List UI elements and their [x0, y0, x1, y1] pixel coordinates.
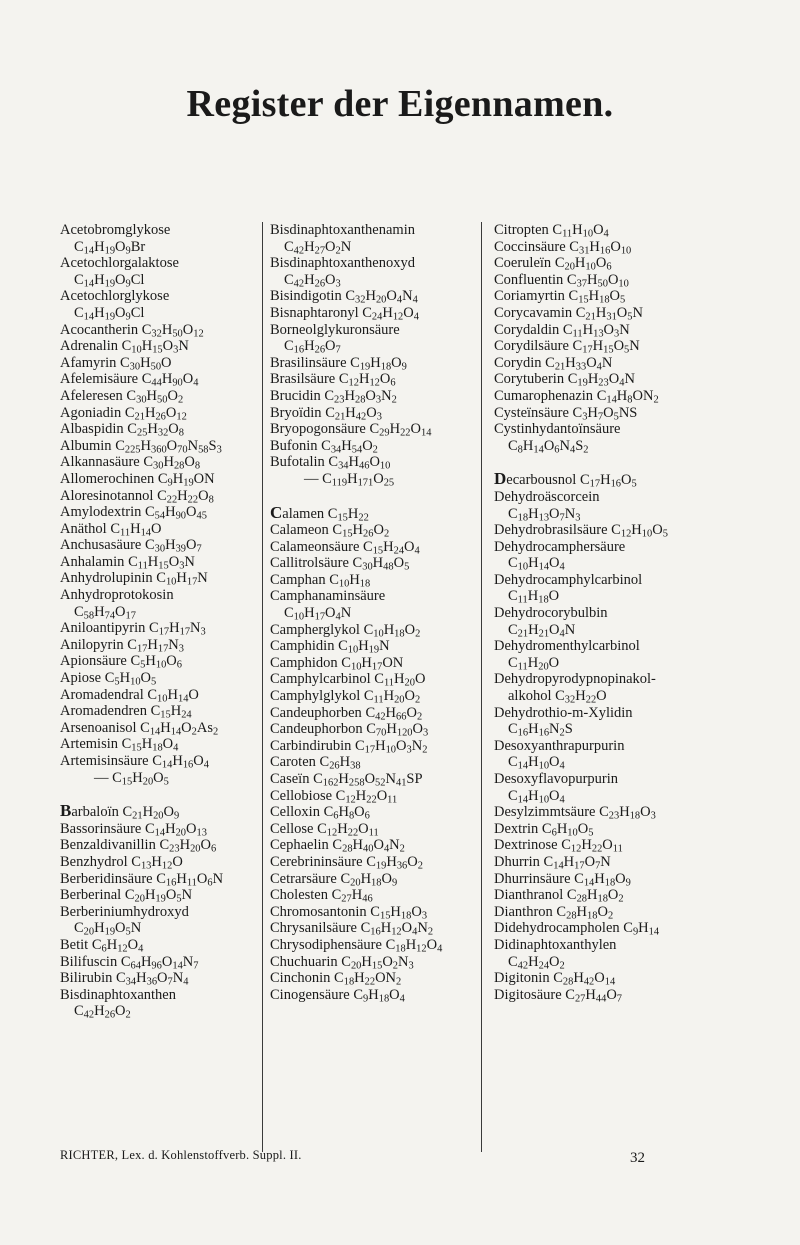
index-column-2: [270, 222, 470, 1003]
index-entry: Cysteïnsäure $C_3H_7O_5NS$: [494, 404, 638, 423]
index-entry: $C_{16}H_{16}N_2S$: [508, 721, 573, 739]
index-entry: Arsenoanisol $C_{14}H_{14}O_2As_2$: [60, 719, 219, 738]
index-entry: Chromosantonin $C_{15}H_{18}O_3$: [270, 903, 428, 922]
index-entry: Anilopyrin $C_{17}H_{17}N_3$: [60, 636, 184, 655]
index-entry: $C_{14}H_{19}O_9Cl$: [74, 304, 145, 323]
index-entry: Bisdinaphtoxanthen: [60, 986, 176, 1003]
index-entry: Aniloantipyrin $C_{17}H_{17}N_3$: [60, 620, 206, 638]
index-entry: Candeuphorben $C_{42}H_{66}O_2$: [270, 704, 423, 723]
index-entry: Albumin $C_{225}H_{360}O_{70}N_{58}S_3$: [60, 437, 222, 456]
index-entry: Digitosäure $C_{27}H_{44}O_7$: [494, 986, 623, 1005]
index-entry: Cephaelin $C_{28}H_{40}O_4N_2$: [270, 837, 405, 855]
index-entry: Decarbousnol $C_{17}H_{16}O_5$: [494, 469, 637, 490]
index-entry: Caroten $C_{26}H_{38}$: [270, 754, 361, 773]
index-entry: $C_{42}H_{27}O_2N$: [284, 238, 352, 257]
index-column-3: [494, 222, 764, 1003]
index-entry: Coeruleïn $C_{20}H_{10}O_6$: [494, 255, 612, 273]
index-entry: Camphylglykol $C_{11}H_{20}O_2$: [270, 688, 421, 706]
index-entry: Dextrinose $C_{12}H_{22}O_{11}$: [494, 837, 623, 855]
index-entry: Aromadendral $C_{10}H_{14}O$: [60, 686, 199, 705]
index-entry: Dehydromenthylcarbinol: [494, 638, 640, 655]
index-entry: Camphan $C_{10}H_{18}$: [270, 571, 371, 590]
index-entry: Camphidon $C_{10}H_{17}ON$: [270, 654, 404, 673]
index-entry: Dianthron $C_{28}H_{18}O_2$: [494, 903, 614, 922]
index-entry: Aromadendren $C_{15}H_{24}$: [60, 703, 192, 721]
index-entry: $C_8H_{14}O_6N_4S_2$: [508, 437, 589, 456]
index-entry: Digitonin $C_{28}H_{42}O_{14}$: [494, 970, 616, 988]
index-entry: Aloresinotannol $C_{22}H_{22}O_8$: [60, 487, 214, 506]
index-entry: Callitrolsäure $C_{30}H_{48}O_5$: [270, 555, 410, 573]
index-entry: Camphylcarbinol $C_{11}H_{20}O$: [270, 671, 426, 690]
index-entry: Acocantherin $C_{32}H_{50}O_{12}$: [60, 321, 204, 340]
index-entry: alkohol $C_{32}H_{22}O$: [508, 688, 607, 706]
index-entry: Desoxyflavopurpurin: [494, 771, 619, 787]
index-entry: Bisnaphtaronyl $C_{24}H_{12}O_4$: [270, 304, 419, 323]
index-entry: Alkannasäure $C_{30}H_{28}O_8$: [60, 454, 201, 472]
index-entry: Dehydropyrodypnopinakol-: [494, 671, 656, 688]
index-entry: Afeleresen $C_{30}H_{50}O_2$: [60, 387, 184, 406]
index-entry: $C_{42}H_{24}O_2$: [508, 953, 565, 972]
page-number: 32: [630, 1150, 645, 1166]
index-entry: Coriamyrtin $C_{15}H_{18}O_5$: [494, 288, 626, 306]
index-entry: Allomerochinen $C_9H_{19}ON$: [60, 470, 215, 489]
index-column-1: [60, 222, 255, 1020]
index-entry: Corydaldin $C_{11}H_{13}O_3N$: [494, 321, 630, 340]
index-entry: Chrysanilsäure $C_{16}H_{12}O_4N_2$: [270, 920, 434, 938]
index-entry: Corydilsäure $C_{17}H_{15}O_5N$: [494, 338, 640, 356]
index-entry: Anhydrolupinin $C_{10}H_{17}N$: [60, 570, 208, 589]
index-entry: Campherglykol $C_{10}H_{18}O_2$: [270, 621, 421, 640]
index-entry: $C_{42}H_{26}O_2$: [74, 1003, 131, 1021]
index-entry: Cellobiose $C_{12}H_{22}O_{11}$: [270, 787, 398, 806]
index-entry: Didehydrocampholen $C_9H_{14}$: [494, 920, 660, 938]
index-entry: $C_{14}H_{10}O_4$: [508, 787, 565, 806]
index-entry: Bryopogonsäure $C_{29}H_{22}O_{14}$: [270, 421, 432, 439]
index-entry: Bisdinaphtoxanthenamin: [270, 222, 415, 238]
index-entry: Albaspidin $C_{25}H_{32}O_8$: [60, 421, 184, 439]
index-entry: Benzaldivanillin $C_{23}H_{20}O_6$: [60, 837, 217, 855]
index-entry: Artemisinsäure $C_{14}H_{16}O_4$: [60, 753, 209, 771]
index-entry: Candeuphorbon $C_{70}H_{120}O_3$: [270, 721, 429, 739]
section-gap: [60, 786, 255, 803]
footer-source: RICHTER, Lex. d. Kohlenstoffverb. Suppl. II.: [60, 1148, 302, 1162]
index-entry: Cerebrininsäure $C_{19}H_{36}O_2$: [270, 853, 423, 872]
index-entry: Anhydroprotokosin: [60, 587, 174, 604]
index-entry: Betit $C_6H_{12}O_4$: [60, 936, 144, 955]
index-entry: Barbaloïn $C_{21}H_{20}O_9$: [60, 801, 180, 822]
index-entry: Borneolglykuronsäure: [270, 321, 400, 338]
index-entry: Afamyrin $C_{30}H_{50}O$: [60, 354, 172, 373]
index-entry: Camphanaminsäure: [270, 588, 386, 605]
index-entry: Acetobromglykose: [60, 222, 171, 238]
index-entry: Dehydrobrasilsäure $C_{12}H_{10}O_5$: [494, 522, 668, 540]
index-entry: Acetochlorglykose: [60, 288, 170, 305]
index-entry: Berberinal $C_{20}H_{19}O_5N$: [60, 887, 193, 905]
index-entry: Caseïn $C_{162}H_{258}O_{52}N_{41}SP$: [270, 771, 423, 789]
index-entry: Calameonsäure $C_{15}H_{24}O_4$: [270, 538, 420, 557]
index-entry: Adrenalin $C_{10}H_{15}O_3N$: [60, 338, 189, 356]
index-entry: Acetochlorgalaktose: [60, 255, 179, 272]
index-entry: $C_{10}H_{17}O_4N$: [284, 605, 352, 623]
index-entry: Bisdinaphtoxanthenoxyd: [270, 255, 415, 272]
index-entry: Berberiniumhydroxyd: [60, 903, 189, 920]
index-entry: Calameon $C_{15}H_{26}O_2$: [270, 522, 390, 540]
page-title: Register der Eigennamen.: [186, 83, 614, 125]
index-entry: Citropten $C_{11}H_{10}O_4$: [494, 222, 609, 240]
index-entry: Cinchonin $C_{18}H_{22}ON_2$: [270, 970, 402, 988]
index-entry: Brucidin $C_{23}H_{28}O_3N_2$: [270, 387, 397, 406]
index-entry: Dextrin $C_6H_{10}O_5$: [494, 820, 594, 839]
index-entry: $C_{21}H_{21}O_4N$: [508, 621, 576, 640]
index-entry: Dehydrocamphylcarbinol: [494, 571, 643, 588]
index-entry: — $C_{119}H_{171}O_{25}$: [304, 470, 395, 489]
index-entry: Cumarophenazin $C_{14}H_8ON_2$: [494, 387, 659, 406]
index-entry: Chrysodiphensäure $C_{18}H_{12}O_4$: [270, 936, 443, 955]
index-entry: $C_{14}H_{10}O_4$: [508, 754, 565, 773]
index-entry: Carbindirubin $C_{17}H_{10}O_3N_2$: [270, 737, 428, 756]
index-entry: $C_{14}H_{19}O_9Br$: [74, 238, 146, 257]
index-entry: Bilifuscin $C_{64}H_{96}O_{14}N_7$: [60, 953, 199, 972]
index-entry: Corydin $C_{21}H_{33}O_4N$: [494, 354, 613, 373]
index-entry: Anchusasäure $C_{30}H_{39}O_7$: [60, 537, 202, 555]
index-entry: Desylzimmtsäure $C_{23}H_{18}O_3$: [494, 804, 656, 822]
index-entry: $C_{14}H_{19}O_9Cl$: [74, 271, 145, 290]
index-entry: Dhurrinsäure $C_{14}H_{18}O_9$: [494, 870, 631, 889]
index-entry: Berberidinsäure $C_{16}H_{11}O_6N$: [60, 870, 224, 889]
index-entry: Anäthol $C_{11}H_{14}O$: [60, 520, 162, 539]
index-entry: $C_{11}H_{18}O$: [508, 588, 560, 607]
column-divider: [481, 222, 482, 1152]
index-entry: Dehydrocamphersäure: [494, 538, 626, 555]
index-entry: Dehydrocorybulbin: [494, 605, 608, 622]
index-entry: Afelemisäure $C_{44}H_{90}O_4$: [60, 371, 199, 389]
index-entry: Confluentin $C_{37}H_{50}O_{10}$: [494, 271, 629, 290]
index-entry: Dianthranol $C_{28}H_{18}O_2$: [494, 887, 624, 905]
index-entry: Artemisin $C_{15}H_{18}O_4$: [60, 736, 179, 755]
index-entry: $C_{10}H_{14}O_4$: [508, 555, 565, 573]
index-entry: Desoxyanthrapurpurin: [494, 737, 625, 754]
index-entry: Chuchuarin $C_{20}H_{15}O_2N_3$: [270, 953, 414, 972]
section-gap: [270, 488, 470, 505]
index-entry: — $C_{15}H_{20}O_5$: [94, 769, 169, 788]
index-entry: Cystinhydantoïnsäure: [494, 421, 621, 438]
index-entry: Agoniadin $C_{21}H_{26}O_{12}$: [60, 404, 187, 423]
index-entry: Bryoïdin $C_{21}H_{42}O_3$: [270, 404, 382, 423]
index-entry: Bufonin $C_{34}H_{54}O_2$: [270, 437, 378, 456]
index-entry: $C_{11}H_{20}O$: [508, 654, 560, 673]
index-entry: Cellose $C_{12}H_{22}O_{11}$: [270, 820, 379, 839]
index-entry: Coccinsäure $C_{31}H_{16}O_{10}$: [494, 238, 632, 257]
index-entry: Cholesten $C_{27}H_{46}$: [270, 887, 373, 905]
index-entry: Benzhydrol $C_{13}H_{12}O$: [60, 853, 183, 872]
index-entry: Corytuberin $C_{19}H_{23}O_4N$: [494, 371, 635, 389]
index-entry: $C_{18}H_{13}O_7N_3$: [508, 505, 581, 524]
index-entry: Celloxin $C_6H_8O_6$: [270, 804, 370, 822]
index-entry: Anhalamin $C_{11}H_{15}O_3N$: [60, 553, 195, 572]
index-entry: Bisindigotin $C_{32}H_{20}O_4N_4$: [270, 288, 418, 306]
index-entry: Didinaphtoxanthylen: [494, 936, 617, 953]
index-entry: $C_{42}H_{26}O_3$: [284, 271, 341, 290]
index-entry: Brasilsäure $C_{12}H_{12}O_6$: [270, 371, 396, 389]
index-entry: Camphidin $C_{10}H_{19}N$: [270, 638, 390, 656]
section-gap: [494, 454, 764, 471]
index-entry: Bufotalin $C_{34}H_{46}O_{10}$: [270, 454, 391, 472]
index-entry: Cetrarsäure $C_{20}H_{18}O_9$: [270, 870, 398, 889]
index-entry: Dhurrin $C_{14}H_{17}O_7N$: [494, 853, 611, 872]
index-entry: Apionsäure $C_5H_{10}O_6$: [60, 653, 182, 672]
index-entry: $C_{20}H_{19}O_5N$: [74, 920, 142, 938]
index-entry: Brasilinsäure $C_{19}H_{18}O_9$: [270, 354, 407, 373]
index-entry: Bilirubin $C_{34}H_{36}O_7N_4$: [60, 970, 189, 988]
index-entry: $C_{58}H_{74}O_{17}$: [74, 603, 136, 622]
index-entry: Amylodextrin $C_{54}H_{90}O_{45}$: [60, 504, 207, 522]
column-divider: [262, 222, 263, 1152]
index-entry: Apiose $C_5H_{10}O_5$: [60, 670, 157, 688]
index-entry: Dehydroäscorcein: [494, 488, 600, 505]
index-entry: Dehydrothio-m-Xylidin: [494, 704, 633, 721]
index-entry: Corycavamin $C_{21}H_{31}O_5N$: [494, 304, 643, 323]
index-entry: Bassorinsäure $C_{14}H_{20}O_{13}$: [60, 820, 207, 839]
index-entry: Cinogensäure $C_9H_{18}O_4$: [270, 986, 405, 1005]
index-entry: Calamen $C_{15}H_{22}$: [270, 502, 369, 524]
index-entry: $C_{16}H_{26}O_7$: [284, 338, 341, 356]
